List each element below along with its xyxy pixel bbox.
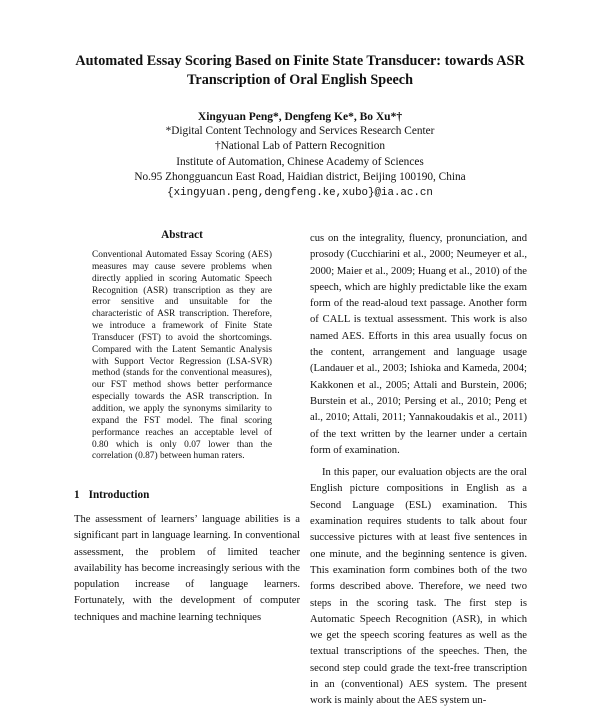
abstract-body: Conventional Automated Essay Scoring (AES) measures may cause severe problems when directly applied in scoring Automatic Speech Recognition (ASR) transcription as they are error sensitive and unsuitable for the characteristic of ASR transcription. Therefore, we introduce a framework of Finite State Transducer (FST) to avoid the shortcomings. Compared with the Latent Semantic Analysis with Support Vector Regression (LSA-SVR) method (stands for the conventional measures), our FST method shows better performance especially towards the ASR transcription. In addition, we apply the synonyms similarity to expand the FST model. The final scoring performance reaches an acceptable level of 0.80 which is only 0.07 lower than the correlation (0.87) between human raters.: [92, 250, 272, 462]
author-emails: {xingyuan.peng,dengfeng.ke,xubo}@ia.ac.cn: [167, 186, 433, 199]
paragraph: cus on the integrality, fluency, pronunciation, and prosody (Cucchiarini et al., 2000; Neumeyer et al., 2000; Maier et al., 2009; Huang et al., 2010) of the speech, which are highly predictable like the exam form of the read-aloud text passage. Another form of CALL is textual assessment. This work is also named AES. Efforts in this area usually focus on the content, arrangement and language usage (Landauer et al., 2003; Ishioka and Kameda, 2004; Kakkonen et al., 2005; Attali and Burstein, 2006; Burstein et al., 2010; Persing et al., 2010; Peng et al., 2010; Attali, 2011; Yannakoudakis et al., 2011) of the text written by the learner under a certain form of examination.: [310, 233, 527, 456]
introduction-body: The assessment of learners’ language abilities is a significant part in language learning. In conventional assessment, the problem of limited teacher availability has become increasingly serious with the population increase of language learners. Fortunately, with the development of computer techniques and machine learning techniques: [74, 514, 300, 623]
paper-title: Automated Essay Scoring Based on Finite State Transducer: towards ASR Transcription of Oral English Speech: [75, 53, 525, 88]
affiliation-line: *Digital Content Technology and Services Research Center: [165, 125, 435, 137]
section-number: 1: [74, 489, 80, 501]
affiliation-line: No.95 Zhongguancun East Road, Haidian district, Beijing 100190, China: [134, 171, 466, 184]
paragraph: In this paper, our evaluation objects are the oral English picture compositions in English as a Second Language (ESL) examination. This examination requires students to talk about four successive pictures with at least five sentences in one minute, and the beginning sentence is given. This examination form combines both of the two forms described above. Therefore, we need two steps in the scoring task. The first step is Automatic Speech Recognition (ASR), in which we get the speech scoring features as well as the textual transcriptions of the speeches. Then, the second step could grade the text-free transcription in an (conventional) AES system. The present work is mainly about the AES system un-: [310, 467, 527, 707]
affiliations: [40, 124, 560, 201]
section-title: Introduction: [88, 489, 150, 501]
right-column: [310, 231, 527, 710]
abstract-heading: Abstract: [161, 229, 203, 241]
affiliation-line: Institute of Automation, Chinese Academy of Sciences: [176, 155, 424, 168]
section-heading: [74, 489, 158, 501]
affiliation-line: †National Lab of Pattern Recognition: [214, 140, 386, 153]
author-list: Xingyuan Peng*, Dengfeng Ke*, Bo Xu*†: [197, 111, 403, 123]
